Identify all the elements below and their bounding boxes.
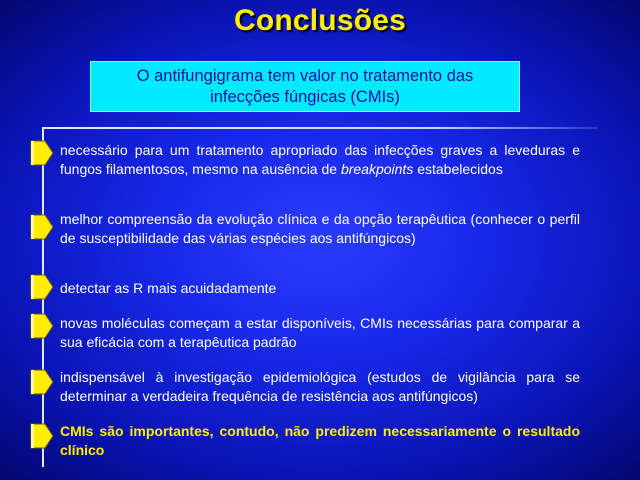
bullet-item-2: melhor compreensão da evolução clínica e da opção terapêutica (conhecer o perfil de susceptibilidade das várias espécies aos antifúngicos) xyxy=(60,211,580,246)
slide-title: Conclusões xyxy=(233,4,407,37)
yellow-arrow-bullet-icon xyxy=(29,212,55,242)
key-message-box xyxy=(90,61,520,112)
yellow-arrow-bullet-icon xyxy=(29,421,55,451)
yellow-arrow-bullet-icon xyxy=(29,138,55,168)
yellow-arrow-bullet-icon xyxy=(29,311,55,341)
horizontal-divider xyxy=(42,127,598,129)
key-message-line-2: infecções fúngicas (CMIs) xyxy=(210,88,400,106)
bullet-item-1-italic: breakpoints xyxy=(340,160,414,177)
bullet-item-6-emphasis: CMIs são importantes, contudo, não predizem necessariamente o resultado clínico xyxy=(60,423,580,458)
bullet-item-4: novas moléculas começam a estar disponíveis, CMIs necessárias para comparar a sua eficácia com a terapêutica padrão xyxy=(60,315,580,350)
key-message-line-1: O antifungigrama tem valor no tratamento das xyxy=(136,67,474,85)
bullet-item-1-text: necessário para um tratamento apropriado das infecções graves a leveduras e fungos filamentosos, mesmo na ausência de xyxy=(60,142,580,177)
bullet-item-1-text-end: estabelecidos xyxy=(413,160,503,177)
bullet-item-3: detectar as R mais acuidadamente xyxy=(60,280,277,296)
bullet-item-5: indispensável à investigação epidemiológica (estudos de vigilância para se determinar a verdadeira frequência de resistência aos antifúngicos) xyxy=(60,369,580,404)
bullet-item-1 xyxy=(60,141,580,178)
yellow-arrow-bullet-icon xyxy=(29,272,55,302)
yellow-arrow-bullet-icon xyxy=(29,367,55,397)
